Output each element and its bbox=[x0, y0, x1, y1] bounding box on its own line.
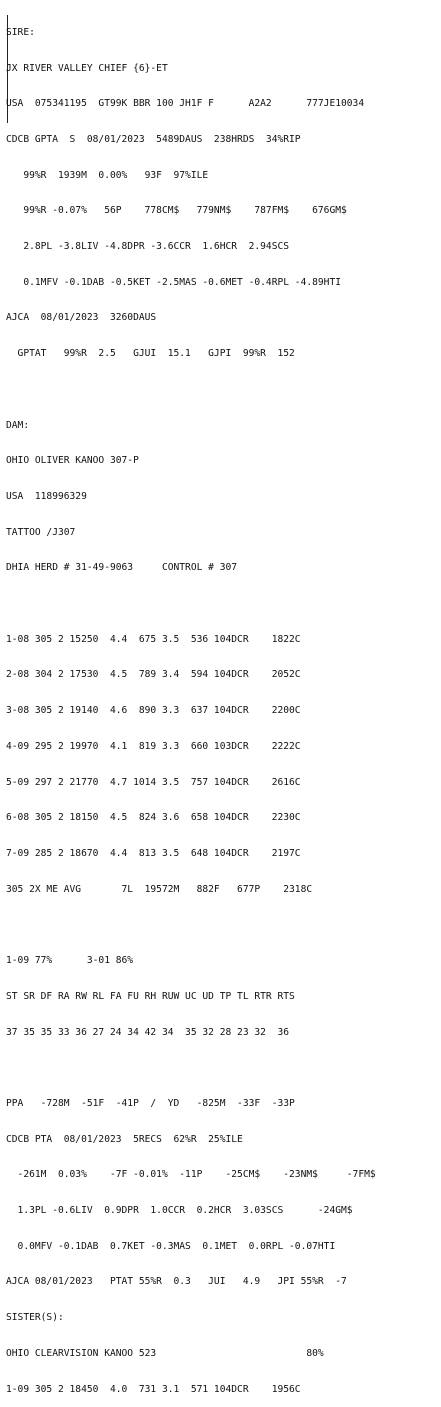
dam-health-traits: 1.3PL -0.6LIV 0.9DPR 1.0CCR 0.2HCR 3.03SCS -24GM$ bbox=[6, 1205, 353, 1217]
pedigree-document bbox=[6, 3, 438, 1407]
spacer bbox=[6, 598, 438, 610]
sire-cdcb-gpta: CDCB GPTA S 08/01/2023 5489DAUS 238HRDS 34%RIP bbox=[6, 133, 301, 145]
sire-ajca: AJCA 08/01/2023 3260DAUS bbox=[6, 312, 157, 324]
lactation-record: 4-09 295 2 19970 4.1 819 3.3 660 103DCR 2222C bbox=[6, 740, 301, 752]
lactation-record: 5-09 297 2 21770 4.7 1014 3.5 757 104DCR 2616C bbox=[6, 776, 301, 788]
lactation-record: 1-08 305 2 15250 4.4 675 3.5 536 104DCR 1822C bbox=[6, 633, 301, 645]
sire-health-traits: 2.8PL -3.8LIV -4.8DPR -3.6CCR 1.6HCR 2.94SCS bbox=[6, 241, 290, 253]
classification-scores: 1-09 77% 3-01 86% bbox=[6, 955, 134, 967]
sire-registration: USA 075341195 GT99K BBR 100 JH1F F A2A2 777JE10034 bbox=[6, 98, 365, 110]
dam-herd-control: DHIA HERD # 31-49-9063 CONTROL # 307 bbox=[6, 562, 238, 574]
dam-tattoo: TATTOO /J307 bbox=[6, 526, 76, 538]
sister-lactation-record: 1-09 305 2 18450 4.0 731 3.1 571 104DCR 1956C bbox=[6, 1383, 301, 1395]
sisters-header: SISTER(S): bbox=[6, 1312, 64, 1324]
dam-header: DAM: bbox=[6, 419, 30, 431]
sire-production-reliability: 99%R 1939M 0.00% 93F 97%ILE bbox=[6, 169, 209, 181]
linear-traits-header: ST SR DF RA RW RL FA FU RH RUW UC UD TP TL RTR RTS bbox=[6, 990, 295, 1002]
sister-name: OHIO CLEARVISION KANOO 523 80% bbox=[6, 1347, 324, 1359]
dam-cdcb-pta: CDCB PTA 08/01/2023 5RECS 62%R 25%ILE bbox=[6, 1133, 243, 1145]
spacer bbox=[6, 919, 438, 931]
sire-gptat: GPTAT 99%R 2.5 GJUI 15.1 GJPI 99%R 152 bbox=[6, 348, 295, 360]
sire-header: SIRE: bbox=[6, 26, 35, 38]
sire-indexes: 99%R -0.07% 56P 778CM$ 779NM$ 787FM$ 676GM$ bbox=[6, 205, 347, 217]
sire-other-traits: 0.1MFV -0.1DAB -0.5KET -2.5MAS -0.6MET -0.4RPL -4.89HTI bbox=[6, 276, 342, 288]
spacer bbox=[6, 1062, 438, 1074]
lactation-record: 2-08 304 2 17530 4.5 789 3.4 594 104DCR 2052C bbox=[6, 669, 301, 681]
dam-registration: USA 118996329 bbox=[6, 490, 87, 502]
lactation-record: 3-08 305 2 19140 4.6 890 3.3 637 104DCR 2200C bbox=[6, 705, 301, 717]
dam-production-indexes: -261M 0.03% -7F -0.01% -11P -25CM$ -23NM$ -7FM$ bbox=[6, 1169, 376, 1181]
lactation-record: 6-08 305 2 18150 4.5 824 3.6 658 104DCR 2230C bbox=[6, 812, 301, 824]
dam-other-traits: 0.0MFV -0.1DAB 0.7KET -0.3MAS 0.1MET 0.0RPL -0.07HTI bbox=[6, 1240, 336, 1252]
spacer bbox=[6, 384, 438, 396]
lactation-record: 7-09 285 2 18670 4.4 813 3.5 648 104DCR 2197C bbox=[6, 847, 301, 859]
linear-traits-values: 37 35 35 33 36 27 24 34 42 34 35 32 28 23 32 36 bbox=[6, 1026, 290, 1038]
dam-ajca: AJCA 08/01/2023 PTAT 55%R 0.3 JUI 4.9 JPI 55%R -7 bbox=[6, 1276, 347, 1288]
dam-name: OHIO OLIVER KANOO 307-P bbox=[6, 455, 139, 467]
sire-name: JX RIVER VALLEY CHIEF {6}-ET bbox=[6, 62, 168, 74]
dam-ppa: PPA -728M -51F -41P / YD -825M -33F -33P bbox=[6, 1097, 295, 1109]
lactation-me-average: 305 2X ME AVG 7L 19572M 882F 677P 2318C bbox=[6, 883, 313, 895]
